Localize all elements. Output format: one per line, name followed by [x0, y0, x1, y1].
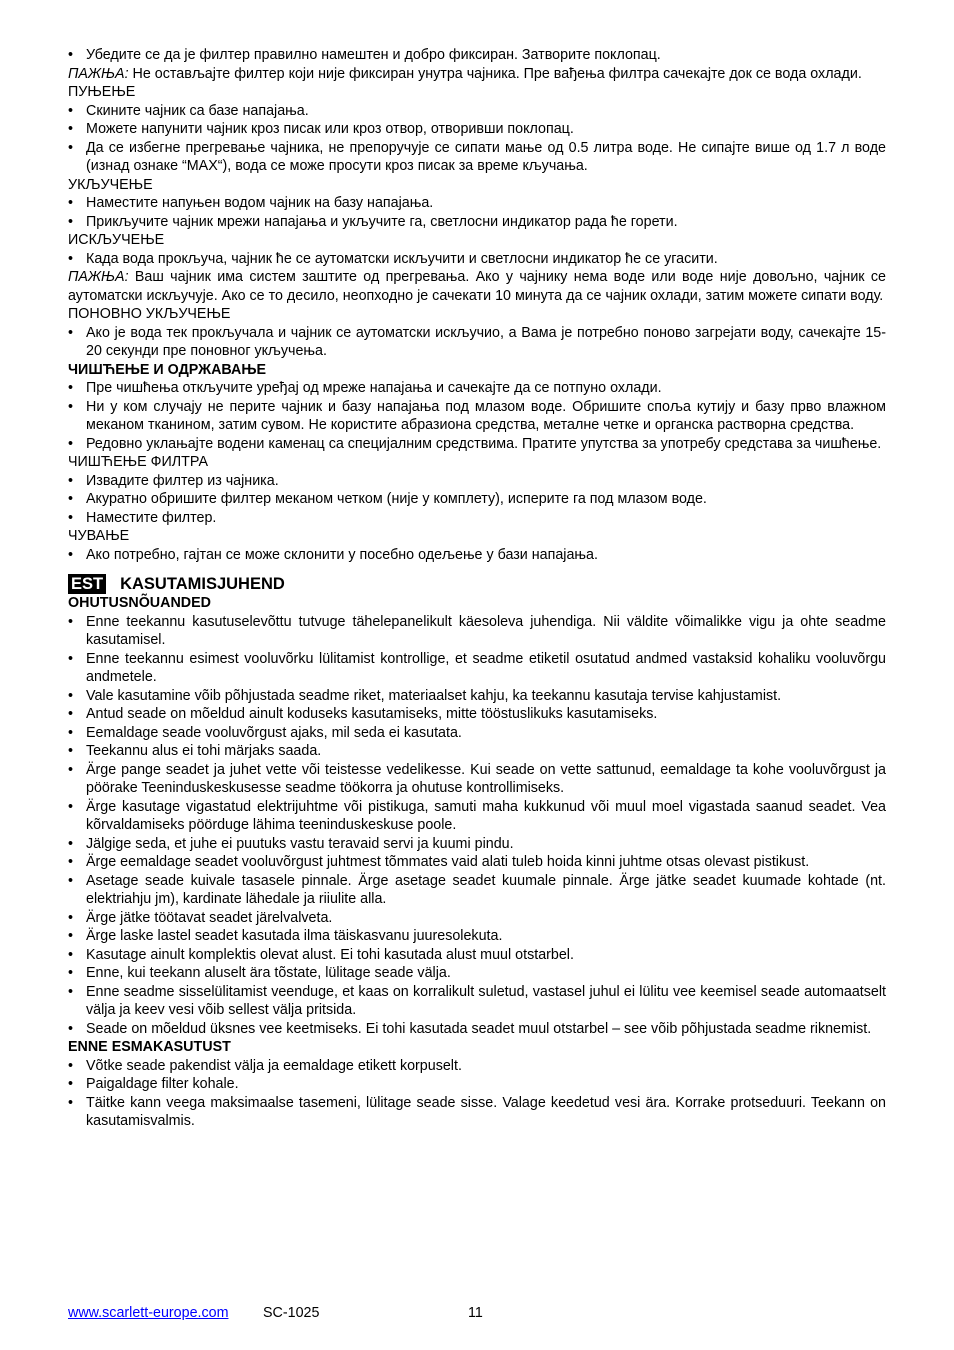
list-item-text: Enne teekannu kasutuselevõttu tutvuge tähelepanelikult käesoleva juhendiga. Nii väldite võimalikke vigu ja ohte seadme kasutamisel. [86, 613, 886, 648]
list-item [68, 872, 886, 909]
warning-label: ПАЖЊА: [68, 65, 129, 82]
bullet-icon: • [68, 946, 74, 963]
section-heading: ИСКЉУЧЕЊЕ [68, 232, 165, 248]
bullet-icon: • [68, 928, 74, 944]
list-item [68, 509, 886, 528]
section-title: OHUTUSNÕUANDED [68, 595, 211, 611]
list-item-text: Enne teekannu esimest vooluvõrku lülitamist kontrollige, et seadme etiketil osutatud andmed vastaksid kohaliku vooluvõrgu andmetele. [86, 650, 886, 685]
list-item-text: Ни у ком случају не перите чајник и базу напајања под млазом воде. Обришите споља кутију и базу прво влажном меканом тканином, затим сувом. Не користите абразиона средства, металне четке и органска растворна средства. [86, 398, 886, 433]
bullet-list [68, 472, 886, 528]
list-item [68, 213, 886, 232]
list-item-text: Убедите се да је филтер правилно намештен и добро фиксиран. Затворите поклопац. [86, 47, 661, 63]
bullet-icon: • [68, 724, 74, 741]
bullet-icon: • [68, 1076, 74, 1092]
bullet-icon: • [68, 706, 74, 722]
list-item-text: Ако потребно, гајтан се може склонити у посебно одељење у бази напајања. [86, 546, 598, 563]
list-item [68, 1020, 886, 1039]
warning-note [68, 268, 886, 305]
bullet-icon: • [68, 491, 74, 507]
list-item-text: Пре чишћења откључите уређај од мреже напајања и сачекајте да се потпуно охлади. [86, 380, 662, 396]
bullet-list [68, 379, 886, 453]
bullet-icon: • [68, 1057, 74, 1074]
list-item [68, 927, 886, 946]
bullet-icon: • [68, 854, 74, 870]
list-item [68, 490, 886, 509]
list-item [68, 398, 886, 435]
bullet-list [68, 46, 886, 65]
bullet-icon: • [68, 835, 74, 852]
list-item-text: Võtke seade pakendist välja ja eemaldage etikett korpuselt. [86, 1057, 462, 1074]
list-item [68, 853, 886, 872]
list-item [68, 1075, 886, 1094]
list-item-text: Enne seadme sisselülitamist veenduge, et kaas on korralikult suletud, vastasel juhul ei lülitu vee keemisel seade automaatselt välja ja keev vesi võib sellest välja pritsida. [86, 983, 886, 1018]
list-item-text: Када вода прокључа, чајник ће се аутоматски искључити и светлосни индикатор ће се угасити. [86, 250, 718, 267]
bullet-list [68, 546, 886, 565]
list-item [68, 472, 886, 491]
list-item [68, 946, 886, 965]
warning-text: Ваш чајник има систем заштите од прегревања. Ако у чајнику нема воде или воде није довољно, чајник се аутоматски искључује. Ако се то десило, неопходно је сачекати 10 минута да се чајник охлади, затим можете сипати воду. [68, 269, 886, 304]
bullet-icon: • [68, 102, 74, 119]
list-item [68, 379, 886, 398]
list-item-text: Извадите филтер из чајника. [86, 472, 279, 489]
list-item-text: Teekannu alus ei tohi märjaks saada. [86, 743, 322, 759]
list-item-text: Kasutage ainult komplektis olevat alust. Ei tohi kasutada alust muul otstarbel. [86, 946, 574, 963]
list-item-text: Скините чајник са базе напајања. [86, 102, 309, 119]
bullet-icon: • [68, 195, 74, 211]
list-item [68, 139, 886, 176]
list-item [68, 46, 886, 65]
page-number: 11 [468, 1305, 483, 1321]
list-item [68, 761, 886, 798]
section-title: ЧИШЋЕЊЕ И ОДРЖАВАЊЕ [68, 361, 267, 378]
list-item-text: Прикључите чајник мрежи напајања и укључите га, светлосни индикатор рада ће горети. [86, 213, 678, 230]
bullet-icon: • [68, 47, 74, 63]
section-title: ENNE ESMAKASUTUST [68, 1039, 231, 1055]
section-heading: УКЉУЧЕЊЕ [68, 176, 153, 193]
language-code-badge: EST [68, 574, 106, 594]
list-item [68, 250, 886, 269]
bullet-icon: • [68, 1020, 74, 1037]
bullet-icon: • [68, 139, 74, 156]
bullet-icon: • [68, 546, 74, 563]
list-item-text: Редовно уклањајте водени каменац са специјалним средствима. Пратите упутства за употребу средстава за чишћење. [86, 435, 882, 452]
bullet-icon: • [68, 872, 74, 889]
bullet-icon: • [68, 613, 74, 630]
bullet-icon: • [68, 798, 74, 815]
list-item-text: Ако је вода тек прокључала и чајник се аутоматски искључио, а Вама је потребно поново загрејати воду, сачекајте 15-20 секунди пре поновног укључења. [86, 324, 886, 359]
list-item [68, 1057, 886, 1076]
list-item-text: Seade on mõeldud üksnes vee keetmiseks. Ei tohi kasutada seadet muul otstarbel – see võib põhjustada seadme riknemist. [86, 1020, 872, 1037]
warning-note [68, 65, 886, 84]
list-item [68, 687, 886, 706]
bullet-icon: • [68, 650, 74, 667]
list-item [68, 983, 886, 1020]
list-item [68, 120, 886, 139]
list-item [68, 964, 886, 983]
bullet-icon: • [68, 324, 74, 341]
list-item [68, 324, 886, 361]
list-item-text: Ärge kasutage vigastatud elektrijuhtme või pistikuga, samuti maha kukkunud või muul moel vigastada saanud seadet. Vea kõrvaldamiseks pöörduge lähima teeninduskeskuse poole. [86, 798, 886, 833]
bullet-icon: • [68, 743, 74, 759]
list-item-text: Можете напунити чајник кроз писак или кроз отвор, отворивши поклопац. [86, 121, 574, 137]
bullet-icon: • [68, 398, 74, 415]
list-item [68, 194, 886, 213]
bullet-icon: • [68, 121, 74, 137]
bullet-icon: • [68, 983, 74, 1000]
bullet-list [68, 194, 886, 231]
list-item-text: Jälgige seda, et juhe ei puutuks vastu teravaid servi ja kuumi pindu. [86, 835, 514, 852]
bullet-list [68, 613, 886, 1039]
list-item [68, 724, 886, 743]
bullet-list [68, 102, 886, 176]
bullet-list [68, 1057, 886, 1131]
section-heading: ЧУВАЊЕ [68, 528, 130, 544]
list-item [68, 1094, 886, 1131]
language-section-header [68, 574, 886, 594]
bullet-icon: • [68, 909, 74, 926]
bullet-icon: • [68, 472, 74, 489]
warning-text: Не остављајте филтер који није фиксиран унутра чајника. Пре вађења филтра сачекајте док се вода охлади. [128, 65, 862, 82]
list-item-text: Наместите филтер. [86, 509, 217, 526]
list-item-text: Наместите напуњен водом чајник на базу напајања. [86, 195, 434, 211]
bullet-icon: • [68, 509, 74, 526]
bullet-icon: • [68, 761, 74, 778]
list-item-text: Asetage seade kuivale tasasele pinnale. Ärge asetage seadet kuumale pinnale. Ärge jätke seadet kuumade kohtade (nt. elektriahju jm), kardinate lähedale ja riiulite alla. [86, 872, 886, 907]
list-item-text: Enne, kui teekann aluselt ära tõstate, lülitage seade välja. [86, 965, 451, 981]
list-item [68, 705, 886, 724]
bullet-icon: • [68, 213, 74, 230]
bullet-icon: • [68, 687, 74, 704]
list-item-text: Ärge pange seadet ja juhet vette või teistesse vedelikesse. Kui seade on vette sattunud, eemaldage ta kohe vooluvõrgust ja pöörake Teeninduskeskusesse seadme töökorra ja ohutuse kontrollimiseks. [86, 761, 886, 796]
list-item [68, 798, 886, 835]
bullet-icon: • [68, 250, 74, 267]
section-heading: ЧИШЋЕЊЕ ФИЛТРА [68, 454, 208, 470]
list-item-text: Vale kasutamine võib põhjustada seadme riket, materiaalset kahju, ka teekannu kasutaja tervise kahjustamist. [86, 687, 782, 704]
warning-label: ПАЖЊА: [68, 269, 129, 285]
list-item-text: Antud seade on mõeldud ainult koduseks kasutamiseks, mitte tööstuslikuks kasutamiseks. [86, 706, 658, 722]
section-heading: ПОНОВНО УКЉУЧЕЊЕ [68, 306, 231, 322]
list-item [68, 835, 886, 854]
bullet-icon: • [68, 1094, 74, 1111]
list-item [68, 435, 886, 454]
list-item-text: Täitke kann veega maksimaalse tasemeni, lülitage seade sisse. Valage keedetud vesi ära. Korrake protseduuri. Teekann on kasutamisvalmis. [86, 1094, 886, 1129]
list-item-text: Ärge jätke töötavat seadet järelvalveta. [86, 909, 333, 926]
list-item [68, 546, 886, 565]
bullet-icon: • [68, 435, 74, 452]
list-item [68, 102, 886, 121]
bullet-list [68, 324, 886, 361]
manual-title: KASUTAMISJUHEND [120, 575, 285, 593]
list-item [68, 909, 886, 928]
list-item-text: Eemaldage seade vooluvõrgust ajaks, mil seda ei kasutata. [86, 724, 462, 741]
list-item-text: Paigaldage filter kohale. [86, 1076, 239, 1092]
list-item [68, 613, 886, 650]
bullet-icon: • [68, 965, 74, 981]
section-heading: ПУЊЕЊЕ [68, 84, 136, 100]
list-item-text: Акуратно обришите филтер меканом четком (није у комплету), исперите га под млазом воде. [86, 491, 707, 507]
list-item-text: Ärge eemaldage seadet vooluvõrgust juhtmest tõmmates vaid alati tuleb hoida kinni juhtme otsas olevast pistikust. [86, 854, 810, 870]
list-item [68, 650, 886, 687]
website-link[interactable]: www.scarlett-europe.com [68, 1305, 229, 1321]
model-number: SC-1025 [263, 1305, 320, 1321]
list-item-text: Ärge laske lastel seadet kasutada ilma täiskasvanu juuresolekuta. [86, 928, 503, 944]
bullet-icon: • [68, 380, 74, 396]
list-item [68, 742, 886, 761]
list-item-text: Да се избегне прегревање чајника, не препоручује се сипати мање од 0.5 литра воде. Не сипајте више од 1.7 л воде (изнад ознаке “MAX“), вода се може просути кроз писак за време кључања. [86, 139, 886, 174]
bullet-list [68, 250, 886, 269]
document-body [68, 46, 886, 1131]
